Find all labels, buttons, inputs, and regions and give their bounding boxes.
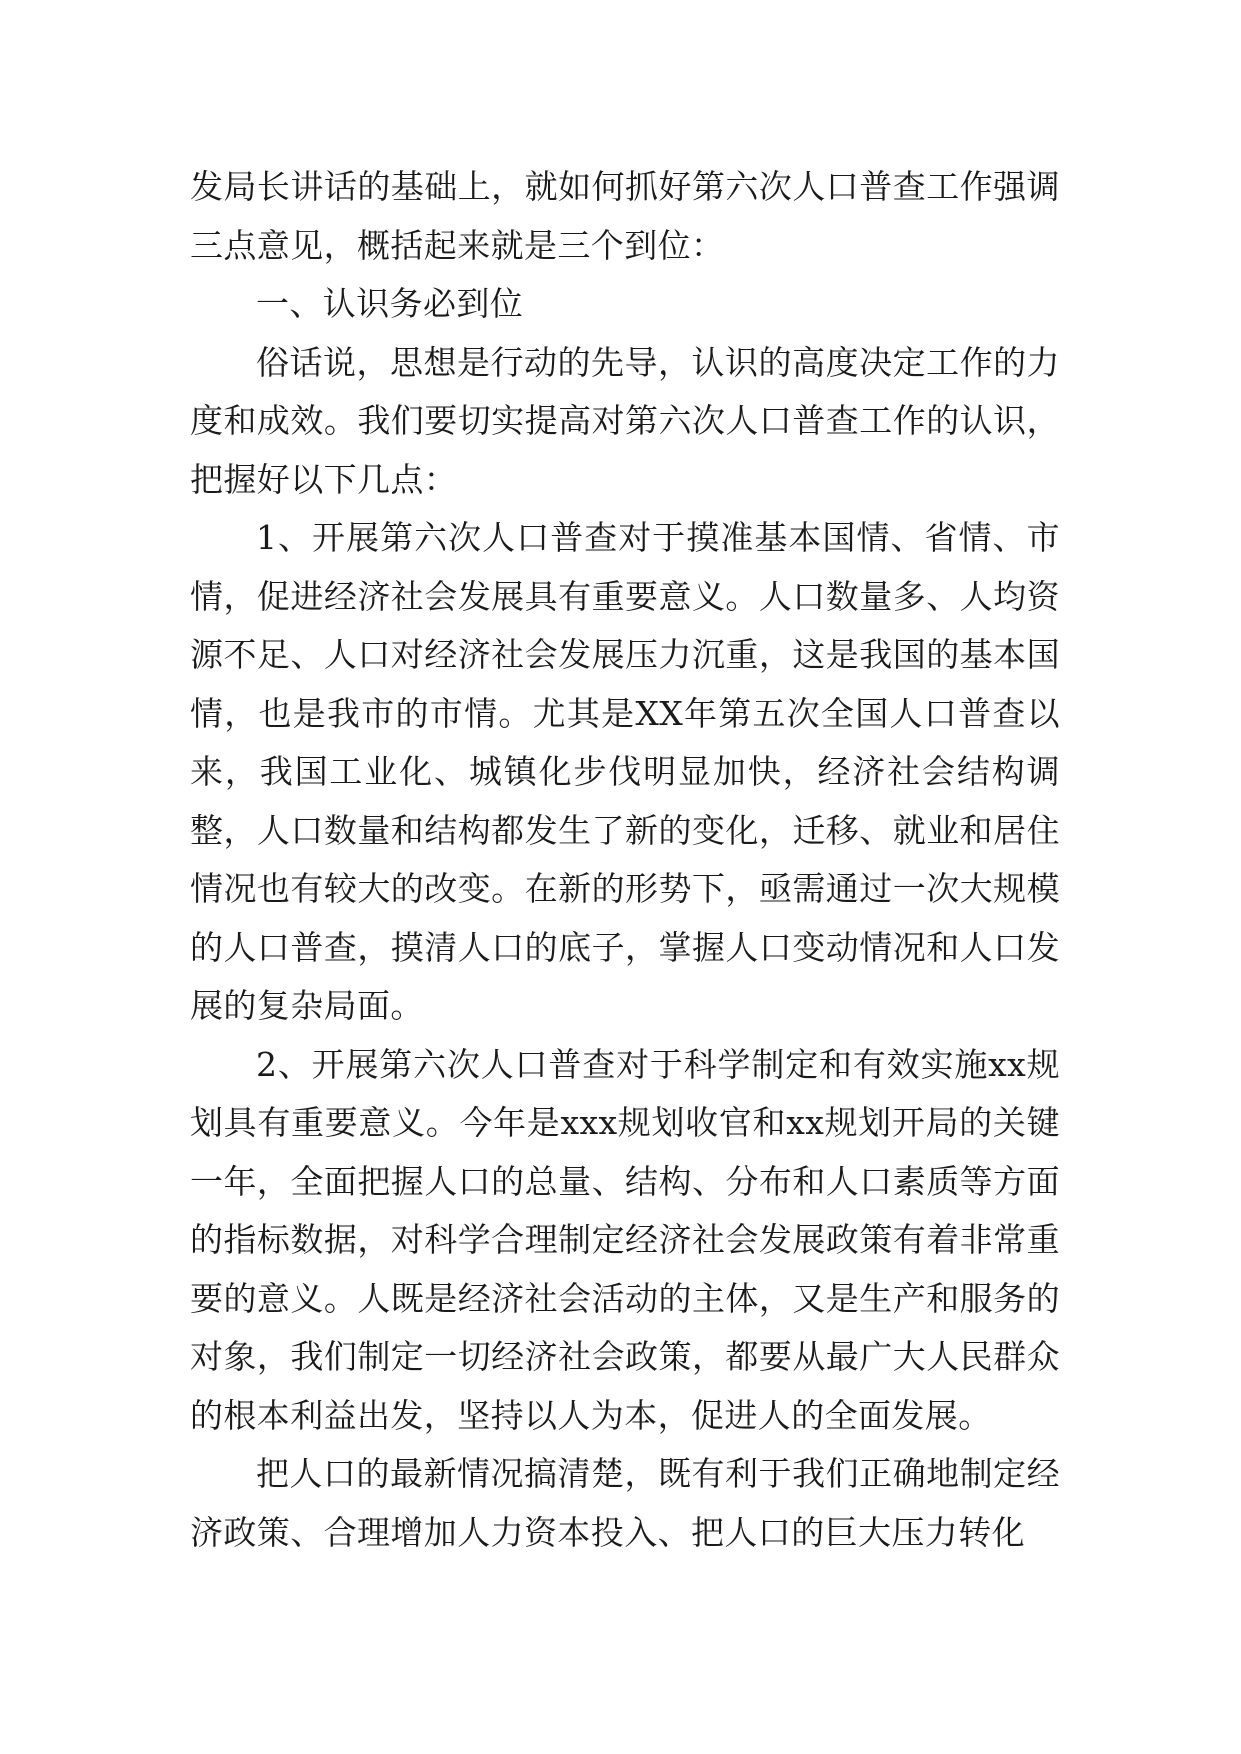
paragraph-intro: 俗话说，思想是行动的先导，认识的高度决定工作的力度和成效。我们要切实提高对第六次人口普查工作的认识，把握好以下几点： [190, 342, 1060, 499]
section-heading-1: 一、认识务必到位 [256, 284, 524, 323]
paragraph-closing: 把人口的最新情况搞清楚，既有利于我们正确地制定经济政策、合理增加人力资本投入、把人口的巨大压力转化 [190, 1454, 1060, 1552]
paragraph-point-1: 1、开展第六次人口普查对于摸准基本国情、省情、市情，促进经济社会发展具有重要意义。人口数量多、人均资源不足、人口对经济社会发展压力沉重，这是我国的基本国情，也是我市的市情。尤其是XX年第五次全国人口普查以来，我国工业化、城镇化步伐明显加快，经济社会结构调整，人口数量和结构都发生了新的变化，迁移、就业和居住情况也有较大的改变。在新的形势下，亟需通过一次大规模的人口普查，摸清人口的底子，掌握人口变动情况和人口发展的复杂局面。 [190, 518, 1060, 1025]
paragraph-continuation: 发局长讲话的基础上，就如何抓好第六次人口普查工作强调三点意见，概括起来就是三个到位： [190, 167, 1060, 265]
paragraph-point-2: 2、开展第六次人口普查对于科学制定和有效实施xx规划具有重要意义。今年是xxx规划收官和xx规划开局的关键一年，全面把握人口的总量、结构、分布和人口素质等方面的指标数据，对科学合理制定经济社会发展政策有着非常重要的意义。人既是经济社会活动的主体，又是生产和服务的对象，我们制定一切经济社会政策，都要从最广大人民群众的根本利益出发，坚持以人为本，促进人的全面发展。 [190, 1044, 1060, 1435]
document-body [190, 158, 1060, 1562]
